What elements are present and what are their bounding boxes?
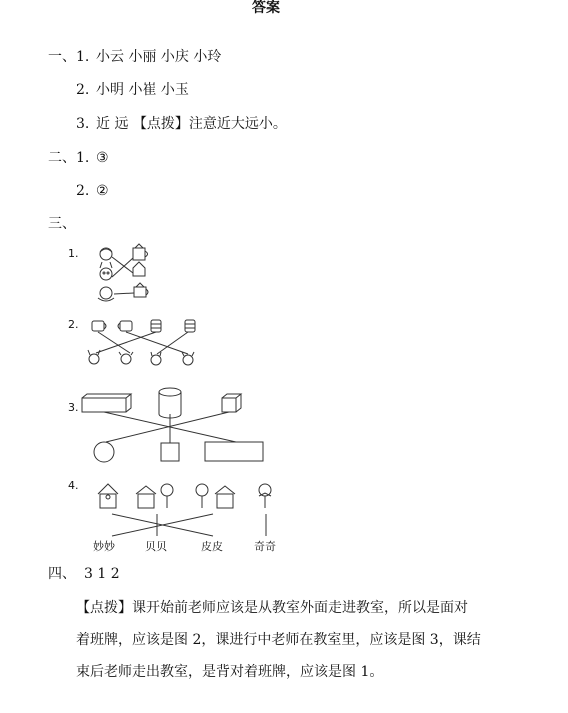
fig3-rectangle-shape bbox=[205, 442, 263, 461]
s4-answer: 3 1 2 bbox=[84, 566, 120, 582]
fig2-cup-2-icon bbox=[118, 321, 132, 331]
fig4-number: 4. bbox=[68, 479, 79, 492]
fig1-kettle-3-icon bbox=[134, 283, 148, 297]
section-2-label: 二、 bbox=[48, 150, 76, 166]
s2-item1-number: 1. bbox=[76, 150, 90, 166]
fig3-cylinder-icon bbox=[159, 388, 181, 418]
s2-item2-answer: ② bbox=[96, 183, 109, 199]
fig4-name-beibei: 贝贝 bbox=[145, 540, 167, 553]
fig1-kid-2-icon bbox=[100, 268, 112, 280]
section-1-label: 一、 bbox=[48, 49, 76, 65]
fig1-match-line-2 bbox=[112, 258, 133, 277]
fig2-jar-1-icon bbox=[151, 320, 161, 332]
fig2-animal-2-icon bbox=[119, 352, 133, 364]
fig4-house-3-icon bbox=[215, 486, 235, 508]
fig1-match-line-1 bbox=[112, 257, 133, 273]
fig1-kid-3-icon bbox=[98, 287, 114, 301]
fig1-kettle-2-icon bbox=[133, 262, 145, 276]
fig1-number: 1. bbox=[68, 247, 79, 260]
fig2-match-line-4 bbox=[157, 332, 188, 354]
section-4-label: 四、 bbox=[48, 566, 76, 582]
fig4-tree-2-icon bbox=[196, 484, 208, 508]
s1-item3-answer: 近 远 【点拨】注意近大远小。 bbox=[96, 116, 287, 132]
s4-explanation-line-3: 束后老师走出教室，是背对着班牌，应该是图 1。 bbox=[76, 664, 384, 680]
s4-explanation-line-2: 着班牌，应该是图 2，课进行中老师在教室里，应该是图 3，课结 bbox=[76, 632, 481, 648]
fig4-name-miaomiao: 妙妙 bbox=[93, 540, 115, 553]
fig4-house-2-icon bbox=[136, 486, 156, 508]
s1-item2-answer: 小明 小崔 小玉 bbox=[96, 82, 189, 98]
fig4-house-1-icon bbox=[98, 484, 118, 508]
s1-item1-answer: 小云 小丽 小庆 小玲 bbox=[96, 49, 222, 65]
fig2-number: 2. bbox=[68, 318, 79, 331]
fig3-circle-shape bbox=[94, 442, 114, 462]
s4-explanation-line-1: 【点拨】课开始前老师应该是从教室外面走进教室，所以是面对 bbox=[76, 600, 468, 616]
fig2-cup-1-icon bbox=[92, 321, 106, 331]
fig4-name-pipi: 皮皮 bbox=[201, 540, 223, 553]
fig1-match-line-3 bbox=[114, 293, 134, 294]
fig4-tree-3-icon bbox=[259, 484, 271, 508]
fig3-number: 3. bbox=[68, 401, 79, 414]
fig4-tree-1-icon bbox=[161, 484, 173, 508]
s2-item1-answer: ③ bbox=[96, 150, 109, 166]
fig1-kettle-1-icon bbox=[133, 244, 148, 260]
fig3-cuboid-icon bbox=[82, 394, 131, 412]
s2-item2-number: 2. bbox=[76, 183, 90, 199]
s1-item1-number: 1. bbox=[76, 49, 90, 65]
page-title: 答案 bbox=[252, 0, 280, 16]
fig3-cube-icon bbox=[222, 394, 241, 412]
section-3-label: 三、 bbox=[48, 216, 76, 232]
fig4-name-qiqi: 奇奇 bbox=[254, 540, 276, 553]
fig2-jar-2-icon bbox=[185, 320, 195, 332]
fig3-square-shape bbox=[161, 443, 179, 461]
s1-item3-number: 3. bbox=[76, 116, 90, 132]
fig2-animal-3-icon bbox=[151, 352, 161, 365]
fig2-match-line-2 bbox=[126, 332, 188, 354]
fig1-kid-1-icon bbox=[100, 248, 112, 268]
s1-item2-number: 2. bbox=[76, 82, 90, 98]
